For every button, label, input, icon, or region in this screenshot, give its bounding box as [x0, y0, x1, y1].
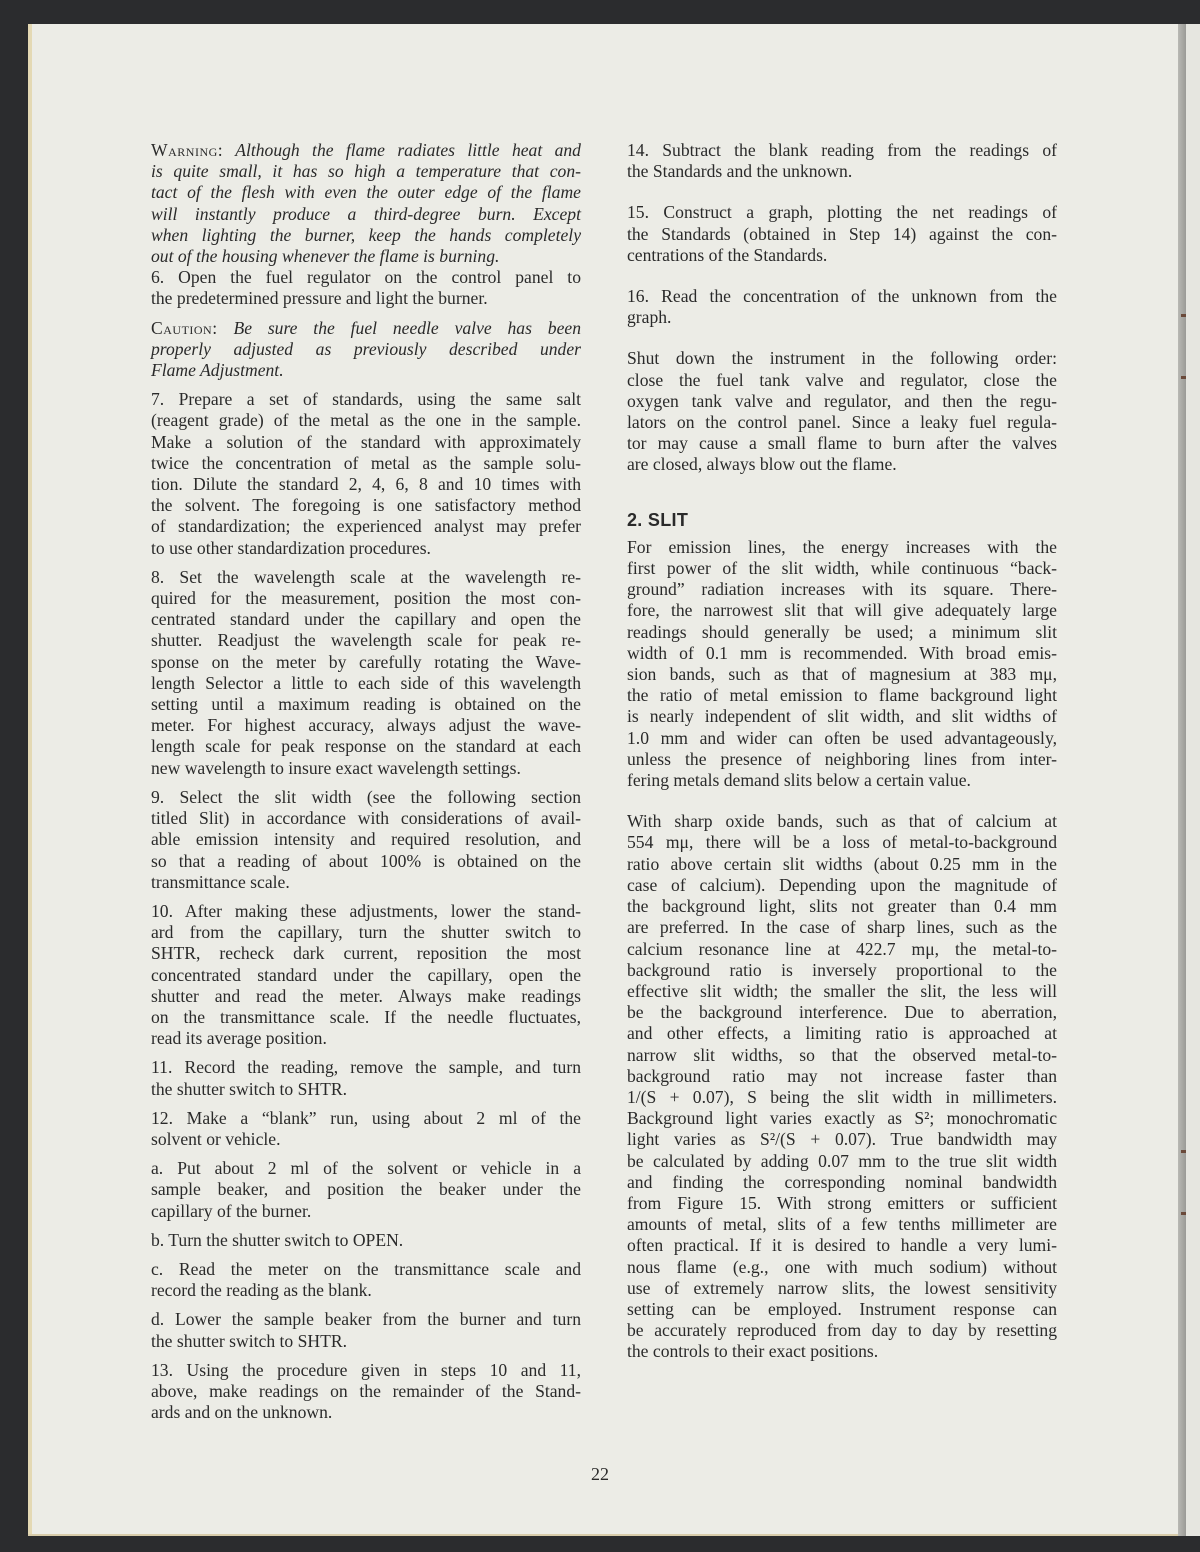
step-8 — [151, 567, 581, 779]
text-line: sample beaker, and position the beaker under the — [151, 1179, 581, 1200]
text-line: (reagent grade) of the metal as the one in the sample. — [151, 410, 581, 431]
text-line: For emission lines, the energy increases with the — [627, 536, 1057, 557]
text-line: record the reading as the blank. — [151, 1280, 372, 1301]
text-line: 15. Construct a graph, plotting the net readings of — [627, 202, 1057, 223]
text-line: sion bands, such as that of magnesium at 383 mμ, — [627, 664, 1057, 685]
text-line: be calculated by adding 0.07 mm to the true slit width — [627, 1150, 1057, 1171]
step-12 — [151, 1108, 581, 1150]
text-line: ground” radiation increases with its square. There- — [627, 579, 1057, 600]
text-line: background ratio may not increase faster than — [627, 1065, 1057, 1086]
text-line: SHTR, recheck dark current, reposition the most — [151, 943, 581, 964]
text-line: solvent or vehicle. — [151, 1128, 281, 1149]
step-9 — [151, 787, 581, 893]
text-line: able emission intensity and required resolution, and — [151, 829, 581, 850]
text-line: sponse on the meter by carefully rotating the Wave- — [151, 651, 581, 672]
text-line: first power of the slit width, while continuous “back- — [627, 558, 1057, 579]
text-line: twice the concentration of metal as the sample solu- — [151, 452, 581, 473]
binding-staple — [1181, 1212, 1186, 1215]
step-15 — [627, 202, 1057, 266]
warning-text — [151, 161, 581, 267]
text-line: shutter. Readjust the wavelength scale for peak re- — [151, 630, 581, 651]
text-line: on the transmittance scale. If the needle fluctuates, — [151, 1006, 581, 1027]
step-14 — [627, 140, 1057, 182]
text-line: the ratio of metal emission to flame background light — [627, 685, 1057, 706]
binding-staple — [1181, 376, 1186, 379]
caution-note: Caution: Be sure the fuel needle valve has been properly adjusted as previously described under Flame Adjustment. — [151, 317, 581, 381]
text-line: nous flame (e.g., one with much sodium) without — [627, 1256, 1057, 1277]
text-line: 14. Subtract the blank reading from the readings of — [627, 140, 1057, 160]
binding-staple — [1181, 1150, 1186, 1153]
text-line: close the fuel tank valve and regulator, close the — [627, 369, 1057, 390]
text-line: the predetermined pressure and light the burner. — [151, 288, 488, 309]
text-line: 1/(S + 0.07), S being the slit width in millimeters. — [627, 1086, 1057, 1107]
text-line: effective slit width; the smaller the slit, the less will — [627, 980, 1057, 1001]
step-16 — [627, 286, 1057, 328]
warning-label: Warning: — [151, 140, 224, 160]
text-line: Make a solution of the standard with approximately — [151, 431, 581, 452]
text-line: new wavelength to insure exact wavelength settings. — [151, 757, 521, 778]
text-line: lators on the control panel. Since a leaky fuel regula- — [627, 412, 1057, 433]
page-edge — [28, 1534, 1178, 1536]
text-line: read its average position. — [151, 1028, 327, 1049]
warning-note: Warning: Although the flame radiates little heat and is quite small, it has so high a temperature that con- tact of the flesh with even the outer edge of the flame will instantly produce a third-degree burn. Except when lighting the burner, keep the hands completely out of the housing whenever the flame is burning. — [151, 140, 581, 267]
caution-label: Caution: — [151, 317, 218, 338]
text-line: fering metals demand slits below a certain value. — [627, 770, 971, 791]
text-line: light varies as S²/(S + 0.07). True bandwidth may — [627, 1129, 1057, 1150]
text-line: ard from the capillary, turn the shutter switch to — [151, 922, 581, 943]
text-line: length Selector a little to each side of this wavelength — [151, 672, 581, 693]
binding-spine — [1178, 24, 1186, 1536]
text-line: length scale for peak response on the standard at each — [151, 736, 581, 757]
step-13 — [151, 1360, 581, 1424]
text-line: 7. Prepare a set of standards, using the same salt — [151, 389, 581, 410]
text-line: 13. Using the procedure given in steps 10 and 11, — [151, 1359, 581, 1380]
text-line: meter. For highest accuracy, always adjust the wave- — [151, 715, 581, 736]
text-line: 9. Select the slit width (see the following section — [151, 786, 581, 807]
text-line: 554 mμ, there will be a loss of metal-to-background — [627, 832, 1057, 853]
right-column — [627, 140, 1057, 1371]
text-line: amounts of metal, slits of a few tenths millimeter are — [627, 1214, 1057, 1235]
step-12d — [151, 1309, 581, 1351]
text-line: tor may cause a small flame to burn after the valves — [627, 433, 1057, 454]
text-line: setting can be employed. Instrument response can — [627, 1298, 1057, 1319]
section-heading-slit: 2. SLIT — [627, 509, 689, 530]
text-line: fore, the narrowest slit that will give adequately large — [627, 600, 1057, 621]
text-line: Background light varies exactly as S²; monochromatic — [627, 1108, 1057, 1129]
step-11 — [151, 1057, 581, 1099]
text-line: from Figure 15. With strong emitters or sufficient — [627, 1192, 1057, 1213]
left-column — [151, 140, 581, 1431]
text-line: is quite small, it has so high a temperature that con- — [151, 161, 581, 182]
text-line: centrated standard under the capillary and open the — [151, 609, 581, 630]
text-line: and finding the corresponding nominal bandwidth — [627, 1171, 1057, 1192]
text-line: graph. — [627, 307, 672, 328]
text-line: are closed, always blow out the flame. — [627, 454, 897, 475]
binding-staple — [1181, 314, 1186, 317]
text-line: ards and on the unknown. — [151, 1402, 333, 1423]
shutdown-procedure — [627, 348, 1057, 475]
text-line: the shutter switch to SHTR. — [151, 1330, 347, 1351]
text-line: a. Put about 2 ml of the solvent or vehicle in a — [151, 1158, 581, 1179]
text-line: ratio above certain slit widths (about 0.25 mm in the — [627, 853, 1057, 874]
text-line: capillary of the burner. — [151, 1200, 312, 1221]
text-line: unless the presence of neighboring lines from inter- — [627, 748, 1057, 769]
text-line: concentrated standard under the capillary, open the — [151, 964, 581, 985]
step-12a — [151, 1158, 581, 1222]
text-line: With sharp oxide bands, such as that of calcium at — [627, 811, 1057, 832]
step-12b — [151, 1230, 581, 1251]
text-line: so that a reading of about 100% is obtained on the — [151, 850, 581, 871]
text-line: b. Turn the shutter switch to OPEN. — [151, 1229, 404, 1250]
page-number: 22 — [591, 1464, 609, 1484]
text-line: will instantly produce a third-degree burn. Except — [151, 203, 581, 224]
text-line: calcium resonance line at 422.7 mμ, the metal-to- — [627, 938, 1057, 959]
text-line: 1.0 mm and wider can often be used advantageously, — [627, 727, 1057, 748]
text-line: when lighting the burner, keep the hands completely — [151, 224, 581, 245]
text-line: readings should generally be used; a minimum slit — [627, 621, 1057, 642]
text-line: 11. Record the reading, remove the sample, and turn — [151, 1057, 581, 1078]
text-line: be the background interference. Due to aberration, — [627, 1002, 1057, 1023]
text-line: oxygen tank valve and regulator, and then the regu- — [627, 390, 1057, 411]
text-line: 16. Read the concentration of the unknown from the — [627, 286, 1057, 307]
text-line: and other effects, a limiting ratio is approached at — [627, 1023, 1057, 1044]
step-10 — [151, 901, 581, 1049]
text-line: c. Read the meter on the transmittance scale and — [151, 1258, 581, 1279]
text-line: be accurately reproduced from day to day by resetting — [627, 1320, 1057, 1341]
text-line: Flame Adjustment. — [151, 360, 284, 381]
slit-paragraph-1 — [627, 537, 1057, 791]
text-line: d. Lower the sample beaker from the burner and turn — [151, 1309, 581, 1330]
text-line: above, make readings on the remainder of the Stand- — [151, 1380, 581, 1401]
text-line: transmittance scale. — [151, 871, 290, 892]
text-line: tact of the flesh with even the outer edge of the flame — [151, 182, 581, 203]
text-line: quired for the measurement, position the most con- — [151, 588, 581, 609]
text-line: the Standards and the unknown. — [627, 161, 853, 182]
step-12c — [151, 1259, 581, 1301]
text-line: 10. After making these adjustments, lower the stand- — [151, 900, 581, 921]
text-line: often practical. If it is desired to handle a very lumi- — [627, 1235, 1057, 1256]
text-line: background ratio is inversely proportional to the — [627, 959, 1057, 980]
text-line: the shutter switch to SHTR. — [151, 1078, 347, 1099]
text-line: are preferred. In the case of sharp lines, such as the — [627, 917, 1057, 938]
text-line: the controls to their exact positions. — [627, 1341, 879, 1362]
text-line: case of calcium). Depending upon the magnitude of — [627, 874, 1057, 895]
text-line: out of the housing whenever the flame is burning. — [151, 246, 500, 267]
text-line: the background light, slits not greater than 0.4 mm — [627, 896, 1057, 917]
step-6 — [151, 267, 581, 309]
text-line: width of 0.1 mm is recommended. With broad emis- — [627, 642, 1057, 663]
text-line: 6. Open the fuel regulator on the control panel to — [151, 267, 581, 288]
text-line: 8. Set the wavelength scale at the wavelength re- — [151, 566, 581, 587]
text-line: is nearly independent of slit width, and slit widths of — [627, 706, 1057, 727]
text-line: properly adjusted as previously described under — [151, 338, 581, 359]
step-7 — [151, 389, 581, 559]
text-line: the solvent. The foregoing is one satisfactory method — [151, 495, 581, 516]
text-line: use of extremely narrow slits, the lowest sensitivity — [627, 1277, 1057, 1298]
text-line: centrations of the Standards. — [627, 244, 828, 265]
text-line: setting until a maximum reading is obtained on the — [151, 694, 581, 715]
adjacent-page-edge — [1186, 24, 1200, 1536]
text-line: 12. Make a “blank” run, using about 2 ml of the — [151, 1107, 581, 1128]
text-line: narrow slit widths, so that the observed metal-to- — [627, 1044, 1057, 1065]
text-line: titled Slit) in accordance with considerations of avail- — [151, 808, 581, 829]
text-line: shutter and read the meter. Always make readings — [151, 985, 581, 1006]
text-line: the Standards (obtained in Step 14) against the con- — [627, 223, 1057, 244]
text-line: to use other standardization procedures. — [151, 537, 431, 558]
slit-paragraph-2 — [627, 811, 1057, 1362]
text-line: of standardization; the experienced analyst may prefer — [151, 516, 581, 537]
text-line: tion. Dilute the standard 2, 4, 6, 8 and 10 times with — [151, 474, 581, 495]
caution-text — [151, 339, 581, 381]
text-line: Shut down the instrument in the following order: — [627, 348, 1057, 369]
